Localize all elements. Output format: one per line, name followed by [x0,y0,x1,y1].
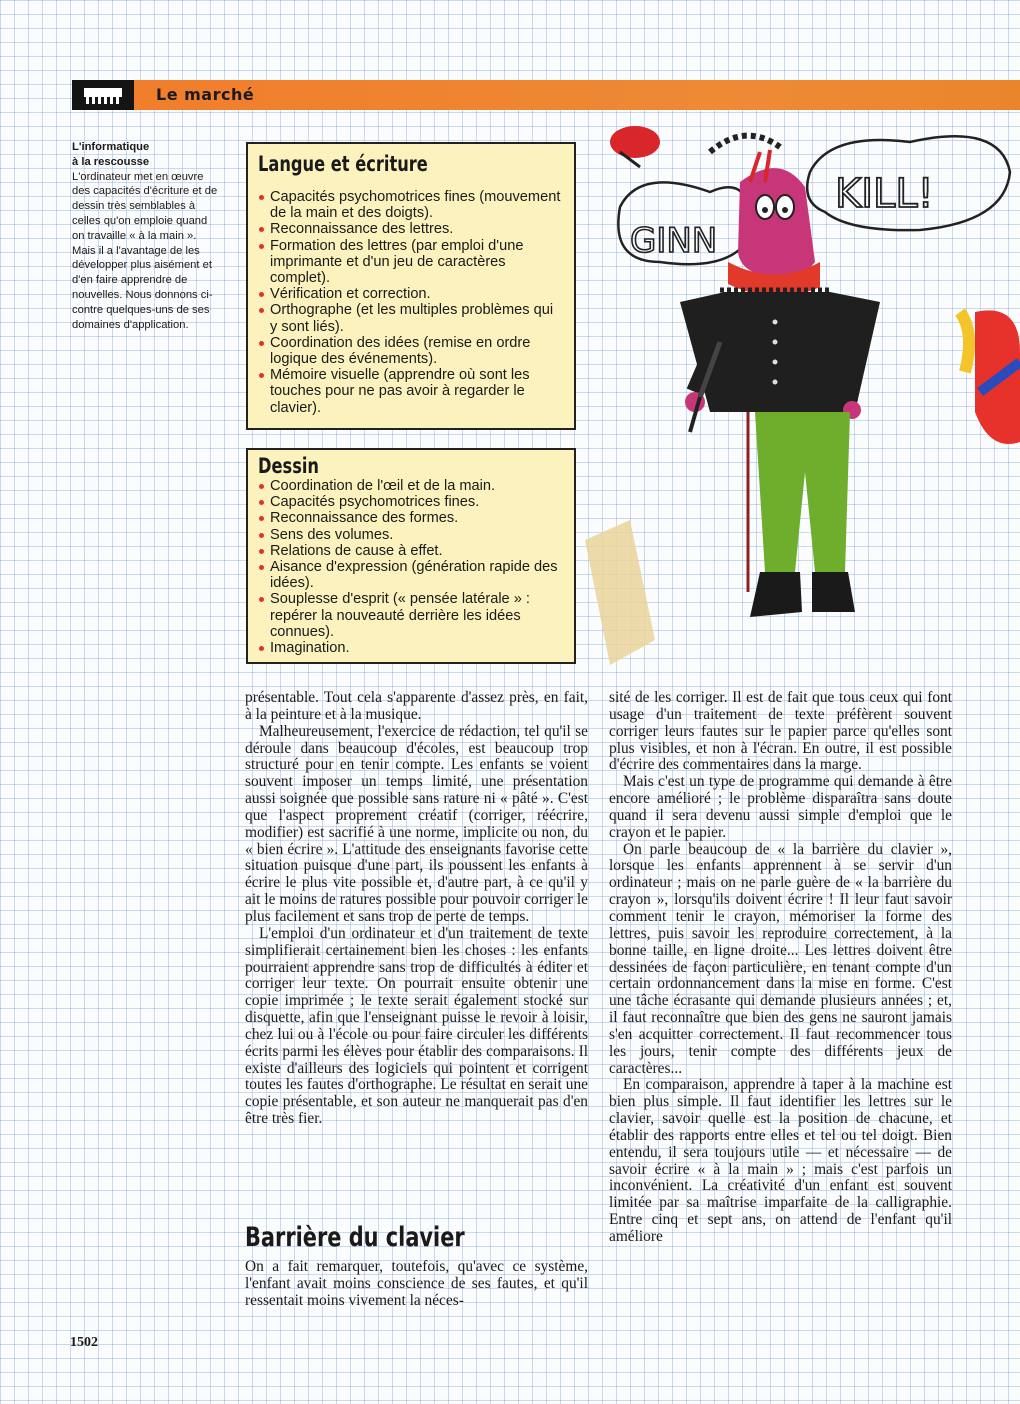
paragraph: Mais c'est un type de programme qui demande à être encore amélioré ; le problème disparaîtra sans doute quand il sera devenu aussi simple d'emploi que le crayon et le papier. [609,773,952,841]
section-title: Le marché [156,85,255,104]
paragraph: On parle beaucoup de « la barrière du clavier », lorsque les enfants apprennent à se servir d'un ordinateur ; mais on ne parle guère de « la barrière du crayon », lorsqu'ils doivent écrire ! Il leur faut savoir comment tenir le crayon, mémoriser la forme des lettres, puis savoir les reproduire correctement, à la bonne taille, en ligne droite... Les lettres doivent être dessinées de façon particulière, en tenant compte d'un certain ordonnancement dans la mise en forme. C'est une tâche écrasante qui demande plusieurs années ; et, il faut reconnaître que bien des gens ne sauront jamais s'en acquitter correctement. Il faut recommencer tous les jours, tenir compte des différents jeux de caractères... [609,840,952,1077]
list-item: Mémoire visuelle (apprendre où sont les touches pour ne pas avoir à regarder le clavier). [258,367,564,416]
list-item: Imagination. [258,640,564,656]
subheading: Barrière du clavier [245,1222,465,1253]
paragraph: présentable. Tout cela s'apparente d'assez près, en fait, à la peinture et à la musique. [245,689,588,723]
paragraph: sité de les corriger. Il est de fait que tous ceux qui font usage d'un traitement de texte préfèrent souvent corriger leurs fautes sur le papier parce qu'elles sont plus visibles, et non à l'écran. En outre, il est possible d'écrire des commentaires dans la marge. [609,689,952,774]
speech-text-left: GINN [630,221,718,261]
list-item: Coordination de l'œil et de la main. [258,478,564,494]
article-left-column-bottom [245,1259,588,1310]
list-item: Sens des volumes. [258,527,564,543]
page-number: 1502 [70,1335,98,1350]
tape-strip-decoration [580,520,660,670]
box-list [258,189,564,416]
paragraph: Malheureusement, l'exercice de rédaction, tel qu'il se déroule dans beaucoup d'écoles, est beaucoup trop structuré pour en tenir compte. Les enfants se voient souvent imposer un temps limité, une présentation aussi soignée que possible sans rature ni « pâté ». C'est que l'aspect proprement créatif (corriger, réécrire, modifier) est sacrifié à une norme, implicite ou non, du « bien écrire ». L'attitude des enseignants favorise cette situation puisque d'une part, ils poussent les enfants à écrire le plus vite possible et, d'autre part, à ce qu'il y ait le moins de ratures possible pour pouvoir corriger le plus facilement et sans trop de perte de temps. [245,722,588,925]
box-langue-ecriture [246,142,576,430]
paragraph: On a fait remarquer, toutefois, qu'avec ce système, l'enfant avait moins conscience de ses fautes, et qu'il ressentait moins vivement la néces- [245,1258,588,1309]
box-title: Langue et écriture [258,152,428,176]
box-title: Dessin [258,454,320,478]
speech-text-right: KILL! [835,171,934,217]
list-item: Orthographe (et les multiples problèmes qui y sont liés). [258,302,564,334]
list-item: Capacités psychomotrices fines. [258,494,564,510]
list-item: Reconnaissance des lettres. [258,221,564,237]
list-item: Vérification et correction. [258,286,564,302]
list-item: Capacités psychomotrices fines (mouvement de la main et des doigts). [258,189,564,221]
list-item: Aisance d'expression (génération rapide des idées). [258,559,564,591]
sidebar-heading-line2: à la rescousse [72,155,150,168]
article-right-column [609,690,952,1246]
paragraph: En comparaison, apprendre à taper à la machine est bien plus simple. Il faut identifier les lettres sur le clavier, savoir quelle est la position de chacune, et établir des rapports entre elles et tel ou tel doigt. Bien entendu, il sera toujours utile — et nécessaire — de savoir écrire « à la main » ; mais c'est parfois un inconvénient. La créativité d'un enfant est souvent limitée par sa maîtrise imparfaite de la calligraphie. Entre cinq et sept ans, on attend de l'enfant qu'il améliore [609,1076,952,1245]
keyboard-icon [72,80,134,110]
list-item: Formation des lettres (par emploi d'une imprimante et d'un jeu de caractères complet). [258,238,564,287]
header-icon-block [72,80,134,110]
list-item: Coordination des idées (remise en ordre logique des événements). [258,335,564,367]
box-list [258,478,564,656]
sidebar-note [72,140,222,332]
sidebar-heading-line1: L'informatique [72,141,150,153]
paragraph: L'emploi d'un ordinateur et d'un traitement de texte simplifierait certainement bien les choses : les enfants pourraient apprendre sans trop de difficultés à éditer et corriger leur texte. On pourrait ensuite obtenir une copie imprimée ; le texte serait également stocké sur disquette, afin que l'enseignant puisse le revoir à loisir, chez lui ou à l'école ou pour faire circuler les différents écrits parmi les élèves pour établir des comparaisons. Il existe d'ailleurs des logiciels qui pointent et corrigent toutes les fautes d'orthographe. Le résultat en serait une copie présentable, et son auteur ne manquerait pas d'en être très fier. [245,924,588,1128]
box-dessin [246,448,576,664]
header-bar [134,80,1020,110]
article-left-column [245,690,588,1128]
list-item: Relations de cause à effet. [258,543,564,559]
list-item: Reconnaissance des formes. [258,510,564,526]
list-item: Souplesse d'esprit (« pensée latérale » : repérer la nouveauté derrière les idées connues). [258,591,564,640]
sidebar-body: L'ordinateur met en œuvre des capacités d'écriture et de dessin très semblables à celles qu'on emploie quand on travaille « à la main ». Mais il a l'avantage de les développer plus aisément et d'en faire apprendre de nouvelles. Nous donnons ci-contre quelques-uns de ses domaines d'application. [72,170,218,331]
section-header [72,80,1020,110]
